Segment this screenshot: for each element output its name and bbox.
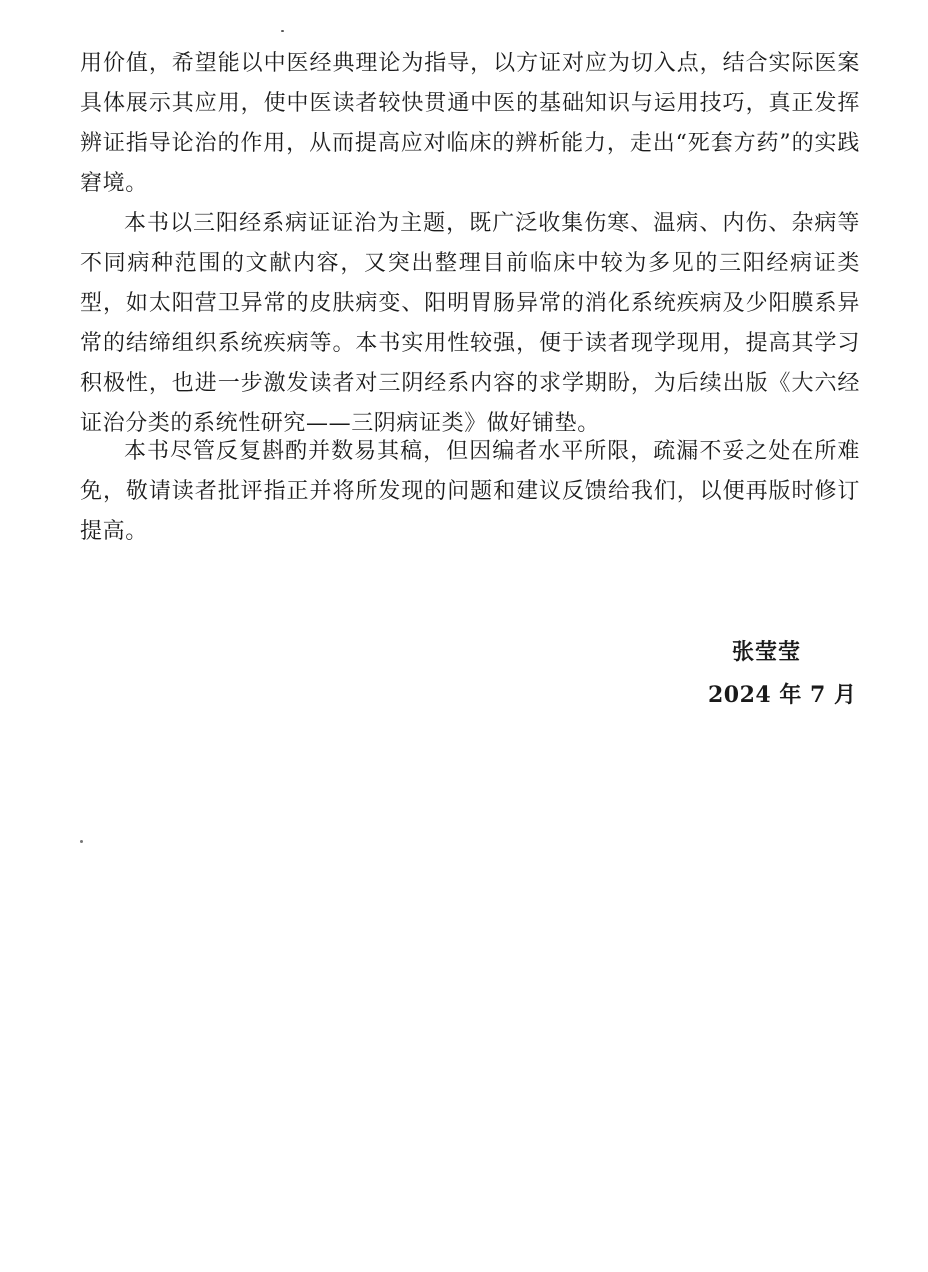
signature-author: 张莹莹 (732, 639, 802, 665)
signature-date: 2024 年 7 月 (708, 682, 857, 708)
scan-speck (281, 30, 284, 32)
paragraph-2: 本书以三阳经系病证证治为主题，既广泛收集伤寒、温病、内伤、杂病等不同病种范围的文献内容，又突出整理目前临床中较为多见的三阳经病证类型，如太阳营卫异常的皮肤病变、阳明胃肠异常的消化系统疾病及少阳膜系异常的结缔组织系统疾病等。本书实用性较强，便于读者现学现用，提高其学习积极性，也进一步激发读者对三阴经系内容的求学期盼，为后续出版《大六经证治分类的系统性研究——三阴病证类》做好铺垫。 (80, 211, 860, 436)
paragraph-1: 用价值，希望能以中医经典理论为指导，以方证对应为切入点，结合实际医案具体展示其应用，使中医读者较快贯通中医的基础知识与运用技巧，真正发挥辨证指导论治的作用，从而提高应对临床的辨析能力，走出“死套方药”的实践窘境。 (80, 51, 860, 196)
scan-speck (80, 840, 83, 843)
paragraph-3: 本书尽管反复斟酌并数易其稿，但因编者水平所限，疏漏不妥之处在所难免，敬请读者批评指正并将所发现的问题和建议反馈给我们，以便再版时修订提高。 (80, 439, 860, 544)
